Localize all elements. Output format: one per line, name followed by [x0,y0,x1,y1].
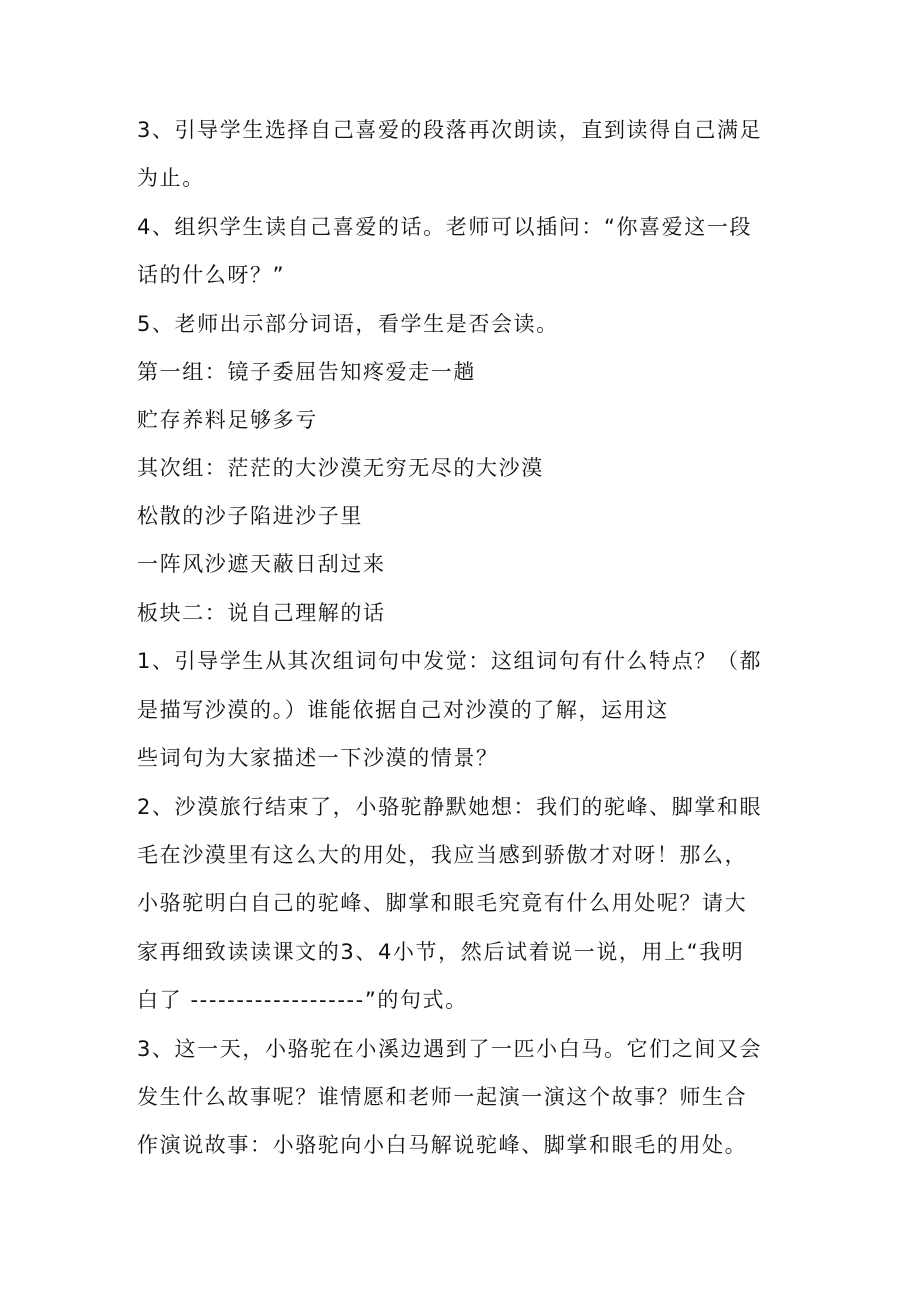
text-line: 话的什么呀？” [137,263,286,287]
text-line: 3、引导学生选择自己喜爱的段落再次朗读，直到读得自己满足 [137,118,763,142]
text-line: 板块二：说自己理解的话 [137,601,386,625]
text-line: 松散的沙子陷进沙子里 [137,504,363,528]
text-line: 白了 -------------------”的句式。 [137,988,468,1012]
text-line: 2、沙漠旅行结束了，小骆驼静默她想：我们的驼峰、脚掌和眼 [137,795,763,819]
text-line: 3、这一天，小骆驼在小溪边遇到了一匹小白马。它们之间又会 [137,1037,763,1061]
text-line: 些词句为大家描述一下沙漠的情景？ [137,746,499,770]
text-line: 家再细致读读课文的3、4小节，然后试着说一说，用上“我明 [137,940,745,964]
text-line: 发生什么故事呢？谁情愿和老师一起演一演这个故事？师生合 [137,1085,748,1109]
text-line: 贮存养料足够多亏 [137,408,318,432]
text-line: 为止。 [137,166,205,190]
text-line: 毛在沙漠里有这么大的用处，我应当感到骄傲才对呀！那么， [137,843,748,867]
text-line: 一阵风沙遮天蔽日刮过来 [137,552,386,576]
text-line: 1、引导学生从其次组词句中发觉：这组词句有什么特点？（都 [137,649,763,673]
text-line: 第一组：镜子委屈告知疼爱走一趟 [137,360,476,384]
text-line: 是描写沙漠的。）谁能依据自己对沙漠的了解，运用这 [137,698,669,722]
text-line: 作演说故事：小骆驼向小白马解说驼峰、脚掌和眼毛的用处。 [137,1133,748,1157]
text-line: 4、组织学生读自己喜爱的话。老师可以插问：“你喜爱这一段 [137,215,753,239]
text-line: 5、老师出示部分词语，看学生是否会读。 [137,312,559,336]
text-line: 其次组：茫茫的大沙漠无穷无尽的大沙漠 [137,456,544,480]
text-line: 小骆驼明白自己的驼峰、脚掌和眼毛究竟有什么用处呢？请大 [137,891,748,915]
